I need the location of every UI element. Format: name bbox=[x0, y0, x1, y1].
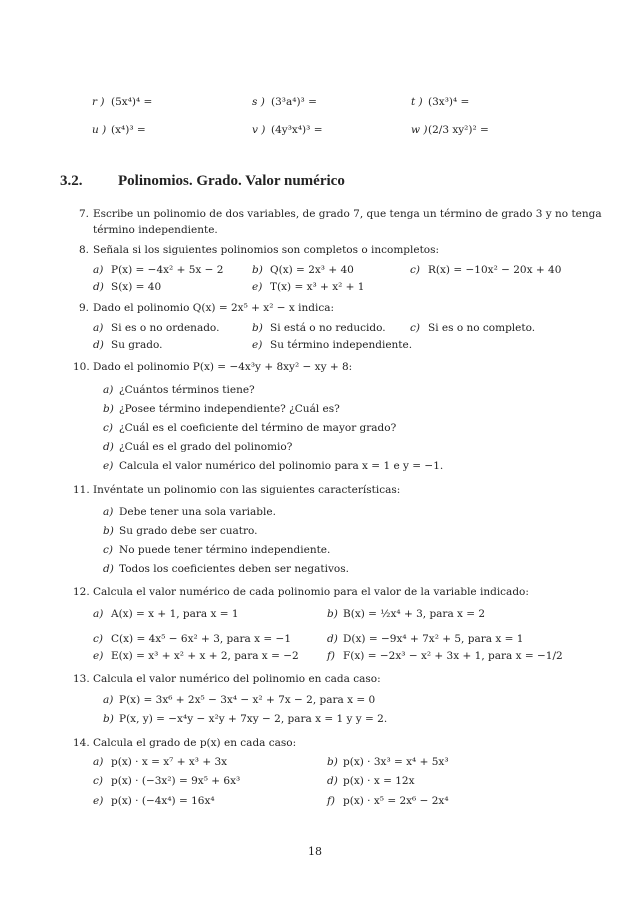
ex10-b-text: ¿Posee término independiente? ¿Cuál es? bbox=[119, 403, 340, 415]
ex9-b-label: b) bbox=[252, 322, 263, 334]
ex14-a-expr: p(x) · x = x⁷ + x³ + 3x bbox=[111, 756, 228, 768]
ex10-d-text: ¿Cuál es el grado del polinomio? bbox=[119, 441, 293, 453]
ex14-a-label: a) bbox=[93, 756, 104, 768]
ex13-number: 13. bbox=[73, 673, 90, 685]
item-v-expr: (4y³x⁴)³ = bbox=[271, 124, 323, 136]
ex10-number: 10. bbox=[73, 361, 90, 373]
ex14-b-expr: p(x) · 3x³ = x⁴ + 5x³ bbox=[343, 756, 449, 768]
ex10-c-text: ¿Cuál es el coeficiente del término de mayor grado? bbox=[119, 422, 397, 434]
ex8-a-expr: P(x) = −4x² + 5x − 2 bbox=[111, 264, 224, 276]
ex11-c-label: c) bbox=[103, 544, 113, 556]
item-w-expr: (2/3 xy²)² = bbox=[428, 124, 489, 136]
ex11-text: Invéntate un polinomio con las siguientes características: bbox=[93, 484, 401, 496]
ex12-b-label: b) bbox=[327, 608, 338, 620]
ex14-e-label: e) bbox=[93, 795, 104, 807]
ex9-number: 9. bbox=[79, 302, 90, 314]
ex8-b-expr: Q(x) = 2x³ + 40 bbox=[270, 264, 354, 276]
page-number: 18 bbox=[308, 845, 322, 858]
ex13-b-label: b) bbox=[103, 713, 114, 725]
ex12-a-expr: A(x) = x + 1, para x = 1 bbox=[111, 608, 239, 620]
ex8-d-expr: S(x) = 40 bbox=[111, 281, 162, 293]
ex9-c-label: c) bbox=[410, 322, 420, 334]
ex13-b-expr: P(x, y) = −x⁴y − x²y + 7xy − 2, para x = 1 y y = 2. bbox=[119, 713, 388, 725]
ex10-a-text: ¿Cuántos términos tiene? bbox=[119, 384, 255, 396]
ex14-b-label: b) bbox=[327, 756, 338, 768]
ex13-a-label: a) bbox=[103, 694, 114, 706]
ex8-c-label: c) bbox=[410, 264, 420, 276]
ex10-d-label: d) bbox=[103, 441, 114, 453]
ex12-b-expr: B(x) = ½x⁴ + 3, para x = 2 bbox=[343, 608, 486, 620]
item-u-expr: (x⁴)³ = bbox=[111, 124, 146, 136]
ex11-a-text: Debe tener una sola variable. bbox=[119, 506, 276, 518]
ex12-e-expr: E(x) = x³ + x² + x + 2, para x = −2 bbox=[111, 650, 299, 662]
ex14-d-label: d) bbox=[327, 775, 338, 787]
section-number: 3.2. bbox=[60, 173, 83, 189]
ex11-d-label: d) bbox=[103, 563, 114, 575]
ex12-number: 12. bbox=[73, 586, 90, 598]
ex7-text-line2: término independiente. bbox=[93, 224, 218, 236]
ex12-d-label: d) bbox=[327, 633, 338, 645]
ex8-a-label: a) bbox=[93, 264, 104, 276]
ex12-f-label: f) bbox=[327, 650, 335, 662]
ex14-e-expr: p(x) · (−4x⁴) = 16x⁴ bbox=[111, 795, 215, 807]
section-title: Polinomios. Grado. Valor numérico bbox=[118, 173, 345, 189]
item-w-label: w ) bbox=[411, 124, 428, 136]
item-t-label: t ) bbox=[411, 96, 423, 108]
ex12-f-expr: F(x) = −2x³ − x² + 3x + 1, para x = −1/2 bbox=[343, 650, 563, 662]
ex11-number: 11. bbox=[73, 484, 90, 496]
ex8-number: 8. bbox=[79, 244, 90, 256]
ex9-c-text: Si es o no completo. bbox=[428, 322, 536, 334]
ex7-number: 7. bbox=[79, 208, 90, 220]
ex9-a-label: a) bbox=[93, 322, 104, 334]
ex8-text: Señala si los siguientes polinomios son completos o incompletos: bbox=[93, 244, 440, 256]
ex8-d-label: d) bbox=[93, 281, 104, 293]
ex12-d-expr: D(x) = −9x⁴ + 7x² + 5, para x = 1 bbox=[343, 633, 524, 645]
ex12-c-label: c) bbox=[93, 633, 103, 645]
ex10-e-text: Calcula el valor numérico del polinomio para x = 1 e y = −1. bbox=[119, 460, 444, 472]
ex9-text: Dado el polinomio Q(x) = 2x⁵ + x² − x indica: bbox=[93, 302, 335, 314]
ex8-c-expr: R(x) = −10x² − 20x + 40 bbox=[428, 264, 562, 276]
item-v-label: v ) bbox=[252, 124, 266, 136]
ex11-b-label: b) bbox=[103, 525, 114, 537]
ex12-c-expr: C(x) = 4x⁵ − 6x² + 3, para x = −1 bbox=[111, 633, 292, 645]
ex11-a-label: a) bbox=[103, 506, 114, 518]
ex12-a-label: a) bbox=[93, 608, 104, 620]
ex14-number: 14. bbox=[73, 737, 90, 749]
ex9-e-label: e) bbox=[252, 339, 263, 351]
ex11-d-text: Todos los coeficientes deben ser negativos. bbox=[119, 563, 349, 575]
ex10-a-label: a) bbox=[103, 384, 114, 396]
item-r-expr: (5x⁴)⁴ = bbox=[111, 96, 153, 108]
item-s-expr: (3³a⁴)³ = bbox=[271, 96, 317, 108]
ex9-d-text: Su grado. bbox=[111, 339, 163, 351]
ex10-e-label: e) bbox=[103, 460, 114, 472]
ex10-text: Dado el polinomio P(x) = −4x³y + 8xy² − xy + 8: bbox=[93, 361, 353, 373]
ex11-c-text: No puede tener término independiente. bbox=[119, 544, 331, 556]
ex12-text: Calcula el valor numérico de cada polinomio para el valor de la variable indicado: bbox=[93, 586, 529, 598]
ex13-a-expr: P(x) = 3x⁶ + 2x⁵ − 3x⁴ − x² + 7x − 2, para x = 0 bbox=[119, 694, 376, 706]
item-s-label: s ) bbox=[252, 96, 265, 108]
ex13-text: Calcula el valor numérico del polinomio en cada caso: bbox=[93, 673, 381, 685]
ex10-b-label: b) bbox=[103, 403, 114, 415]
ex14-c-expr: p(x) · (−3x²) = 9x⁵ + 6x³ bbox=[111, 775, 241, 787]
item-u-label: u ) bbox=[92, 124, 107, 136]
ex14-text: Calcula el grado de p(x) en cada caso: bbox=[93, 737, 297, 749]
ex9-d-label: d) bbox=[93, 339, 104, 351]
ex8-e-expr: T(x) = x³ + x² + 1 bbox=[270, 281, 365, 293]
ex9-a-text: Si es o no ordenado. bbox=[111, 322, 220, 334]
item-t-expr: (3x³)⁴ = bbox=[428, 96, 470, 108]
item-r-label: r ) bbox=[92, 96, 105, 108]
ex14-c-label: c) bbox=[93, 775, 103, 787]
ex9-e-text: Su término independiente. bbox=[270, 339, 413, 351]
ex8-e-label: e) bbox=[252, 281, 263, 293]
ex14-d-expr: p(x) · x = 12x bbox=[343, 775, 415, 787]
ex9-b-text: Si está o no reducido. bbox=[270, 322, 386, 334]
ex8-b-label: b) bbox=[252, 264, 263, 276]
ex11-b-text: Su grado debe ser cuatro. bbox=[119, 525, 258, 537]
ex14-f-label: f) bbox=[327, 795, 335, 807]
ex14-f-expr: p(x) · x⁵ = 2x⁶ − 2x⁴ bbox=[343, 795, 449, 807]
ex10-c-label: c) bbox=[103, 422, 113, 434]
ex7-text-line1: Escribe un polinomio de dos variables, de grado 7, que tenga un término de grado 3 y no tenga bbox=[93, 208, 602, 220]
ex12-e-label: e) bbox=[93, 650, 104, 662]
